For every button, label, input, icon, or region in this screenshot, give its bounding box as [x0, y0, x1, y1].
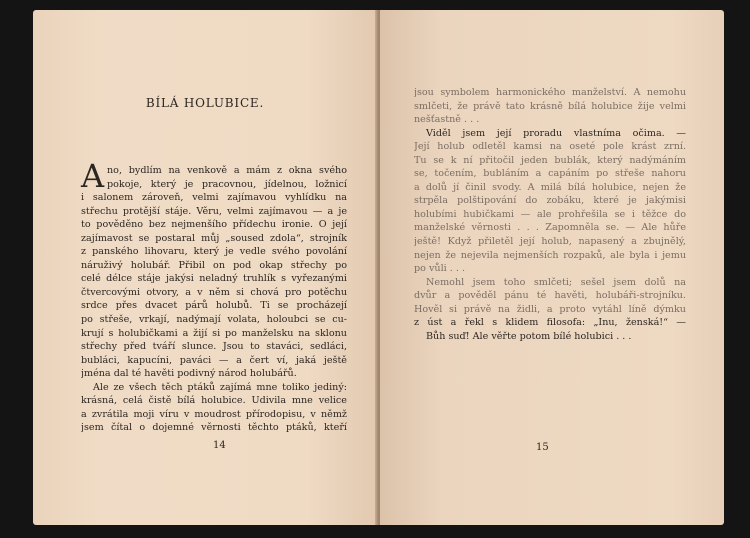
text-line: bubláci, kapucíni, paváci — a čert ví, jaká ještě — [81, 354, 347, 366]
text-line: no, bydlím na venkově a mám z okna svého — [107, 165, 347, 176]
text-line: po vůli . . . — [414, 263, 465, 275]
text-line: celé délce stáje jakýsi neladný truhlík s vyřezanými — [81, 273, 347, 285]
text-line: jsem čítal o dojemné věrnosti těchto ptáků, kteří — [81, 422, 347, 434]
text-line: po střeše, vrkají, nadýmají volata, holoubci se cu- — [81, 314, 347, 326]
text-line: Její holub odletěl kamsi na oseté pole krást zrní. — [414, 141, 686, 153]
text-line: manželské věrnosti . . . Zapomněla se. — Ale hůře — [414, 222, 686, 234]
text-line: krásná, celá čistě bílá holubice. Udivila mne velice — [81, 395, 347, 407]
text-line: z úst a řekl s klidem filosofa: „Inu, ženská!“ — — [414, 317, 686, 329]
text-line: strpěla polštipování do zobáku, které je jakýmisi — [414, 195, 686, 207]
left-page-text — [81, 157, 347, 435]
text-line: pokoje, který je pracovnou, jídelnou, ložnicí — [107, 178, 347, 190]
text-line: Nemohl jsem toho smlčeti; sešel jsem dolů na — [426, 276, 686, 288]
text-line: se, točením, bubláním a capáním po střeše nahoru — [414, 168, 686, 180]
text-line: čtvercovými otvory, a v něm si chová pro potěchu — [81, 286, 347, 298]
text-line: Bůh suď! Ale věřte potom bílé holubici . . . — [426, 330, 632, 342]
text-line: z panského lihovaru, který je vedle svého povolání — [81, 246, 347, 258]
text-line: střechu protější stáje. Věru, velmi zajímavou — a je — [81, 205, 347, 217]
text-line: jména dal té havěti podivný národ holubářů. — [81, 368, 297, 380]
text-line: holubími hubičkami — ale prohřešila se i těžce do — [414, 208, 686, 220]
right-page-text — [414, 86, 686, 343]
text-line: jsou symbolem harmonického manželství. A nemohu — [414, 87, 686, 98]
text-line: nešťastně . . . — [414, 114, 480, 126]
text-line: nejen že nejevila nejmenších rozpaků, ale byla i jemu — [414, 249, 686, 261]
right-page — [380, 10, 724, 525]
text-line: a dolů jí činil svody. A milá bílá holubice, nejen že — [414, 181, 686, 193]
text-line: smlčeti, že právě tato krásně bílá holubice žije velmi — [414, 100, 686, 112]
text-line: zajímavost se postaral můj „soused zdola“, strojník — [81, 232, 347, 244]
drop-cap: A — [81, 157, 105, 195]
text-line: náruživý holubář. Přibil on pod okap střechy po — [81, 259, 347, 271]
text-line: Hověl si právě na židli, a proto vytáhl líně dýmku — [414, 303, 686, 315]
text-line: ještě! Když přiletěl její holub, napasený a zbujnělý, — [414, 236, 686, 248]
left-page — [33, 10, 377, 525]
text-line: i salonem zároveň, velmi zajímavou vyhlídku na — [81, 192, 347, 204]
text-line: a zvrátila moji víru v moudrost přírodopisu, v němž — [81, 408, 347, 420]
text-line: střechy před tváří slunce. Jsou to staváci, sedláci, — [81, 341, 347, 353]
page-number: 15 — [536, 442, 549, 453]
text-line: Viděl jsem její proradu vlastníma očima. — — [426, 127, 686, 139]
chapter-title: BÍLÁ HOLUBICE. — [145, 96, 265, 110]
text-line: dvůr a pověděl pánu té havěti, holubáři-strojníku. — [414, 290, 686, 302]
text-line: to pověděno bez nejmenšího přídechu ironie. O její — [81, 219, 347, 231]
text-line: Ale ze všech těch ptáků zajímá mne toliko jediný: — [93, 381, 347, 393]
page-number: 14 — [213, 440, 226, 451]
text-line: srdce přes dvacet párů holubů. Ti se procházejí — [81, 300, 347, 312]
text-line: krují s holubičkami a žijí si po manželsku na sklonu — [81, 327, 347, 339]
text-line: Tu se k ní přitočil jeden bublák, který nadýmáním — [414, 154, 686, 166]
